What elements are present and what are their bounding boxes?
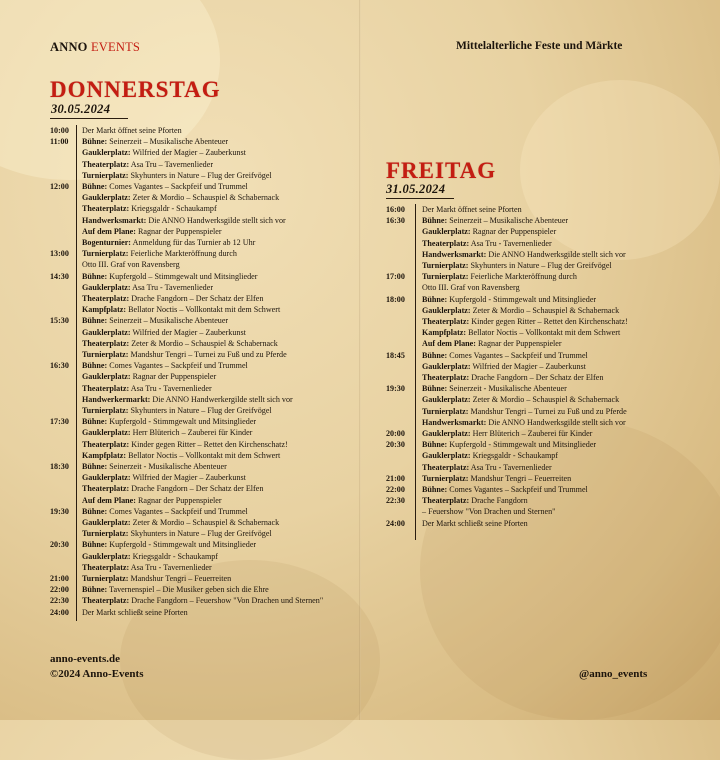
entry-line — [82, 573, 231, 584]
entry-line — [82, 159, 213, 170]
entry-description: Seinerzeit - Musikalische Abenteuer — [449, 384, 567, 394]
entry-venue: Handwerksmarkt: — [422, 249, 487, 259]
entry-description: Mandshur Tengri – Turnei zu Fuß und zu Pferde — [470, 406, 627, 416]
entry-time: 22:30 — [50, 596, 69, 606]
entry-line — [422, 350, 588, 361]
entry-line — [82, 248, 237, 259]
day-title-freitag: FREITAG — [386, 158, 497, 183]
entry-venue: Theaterplatz: — [82, 159, 130, 169]
entry-description: Zeter & Mordio – Schauspiel & Schabernack — [131, 338, 278, 348]
entry-venue: Bühne: — [82, 462, 108, 471]
entry-line — [422, 450, 558, 461]
entry-description: Tavernenspiel – Die Musiker geben sich die Ehre — [109, 585, 269, 595]
entry-line — [422, 294, 596, 305]
entry-venue: Auf dem Plane: — [82, 495, 136, 505]
entry-venue: Kampfplatz: — [82, 305, 127, 315]
entry-venue: Bogenturnier: — [82, 238, 132, 247]
entry-line — [422, 327, 620, 338]
entry-description: Anmeldung für das Turnier ab 12 Uhr — [132, 238, 256, 247]
entry-line — [82, 215, 286, 226]
entry-venue: Bühne: — [422, 350, 448, 360]
entry-line — [422, 226, 556, 237]
day-date-donnerstag: 30.05.2024 — [51, 102, 111, 116]
entry-description: Wilfried der Magier – Zauberkunst — [132, 148, 246, 158]
entry-description: Kupfergold - Stimmgewalt und Mitsinglieder — [449, 440, 597, 450]
entry-venue: Theaterplatz: — [82, 338, 130, 348]
entry-description: Ragnar der Puppenspieler — [137, 226, 222, 236]
entry-venue: Kampfplatz: — [82, 450, 127, 460]
entry-description: Kinder gegen Ritter – Rettet den Kirchenschatz! — [471, 317, 628, 326]
entry-line — [82, 528, 272, 539]
entry-time: 20:00 — [386, 429, 405, 438]
entry-time: 16:00 — [386, 205, 405, 214]
entry-description: Kriegsgaldr - Schaukampf — [132, 551, 219, 561]
entry-line — [422, 204, 522, 215]
entry-venue: Turnierplatz: — [82, 170, 129, 180]
entry-venue: Theaterplatz: — [82, 204, 130, 214]
entry-line — [82, 394, 293, 405]
entry-line — [422, 271, 577, 282]
entry-line — [82, 192, 279, 203]
entry-description: Zeter & Mordio – Schauspiel & Schabernack — [472, 395, 620, 405]
entry-description: Comes Vagantes – Sackpfeif und Trummel — [449, 350, 588, 360]
entry-line — [422, 439, 596, 450]
entry-venue: Turnierplatz: — [82, 249, 129, 259]
entry-description: Drache Fangdorn – Der Schatz der Elfen — [131, 294, 264, 303]
entry-line — [82, 461, 227, 472]
entry-description: Feierliche Markteröffnung durch — [470, 272, 577, 282]
entry-line — [82, 383, 212, 394]
entry-venue: Bühne: — [82, 540, 108, 550]
entry-venue: Bühne: — [422, 384, 448, 394]
time-column-divider — [76, 125, 77, 621]
time-column-divider — [415, 204, 416, 540]
entry-line — [82, 551, 218, 562]
entry-description: Comes Vagantes – Sackpfeif und Trummel — [449, 485, 588, 494]
entry-line — [82, 304, 280, 315]
entry-venue: Gauklerplatz: — [82, 193, 131, 203]
entry-description: Mandshur Tengri – Turnei zu Fuß und zu Pferde — [130, 350, 287, 359]
entry-venue: Turnierplatz: — [82, 574, 129, 583]
entry-time: 20:30 — [386, 440, 405, 450]
entry-line — [82, 439, 288, 450]
entry-line — [422, 282, 520, 293]
date-underline — [50, 118, 128, 119]
entry-line — [82, 360, 248, 371]
entry-time: 14:30 — [50, 271, 69, 281]
entry-venue: Theaterplatz: — [422, 373, 470, 382]
entry-description: Kinder gegen Ritter – Rettet den Kirchenschatz! — [131, 439, 288, 449]
entry-line — [422, 473, 571, 484]
entry-description: Der Markt schließt seine Pforten — [82, 607, 188, 617]
entry-line — [82, 495, 222, 506]
entry-venue: Bühne: — [82, 506, 108, 516]
entry-time: 16:30 — [386, 216, 405, 226]
entry-time: 22:30 — [386, 496, 405, 506]
entry-description: Kriegsgaldr - Schaukampf — [131, 204, 217, 214]
entry-line — [82, 203, 217, 214]
entry-description: Drache Fangdorn – Der Schatz der Elfen — [131, 484, 264, 494]
entry-line — [82, 517, 279, 528]
entry-time: 18:30 — [50, 462, 69, 471]
entry-line — [82, 416, 256, 427]
entry-description: Der Markt öffnet seine Pforten — [422, 205, 522, 214]
entry-line — [422, 518, 528, 529]
entry-line — [422, 417, 626, 428]
entry-venue: Theaterplatz: — [422, 496, 470, 506]
entry-time: 21:00 — [386, 473, 405, 483]
entry-description: Skyhunters in Nature – Flug der Greifvögel — [130, 406, 272, 415]
entry-venue: Gauklerplatz: — [82, 282, 131, 292]
entry-description: Comes Vagantes – Sackpfeif und Trummel — [109, 361, 248, 371]
entry-time: 10:00 — [50, 126, 69, 135]
entry-venue: Bühne: — [82, 137, 108, 147]
entry-time: 11:00 — [50, 137, 69, 147]
entry-description: Wilfried der Magier – Zauberkunst — [132, 473, 246, 483]
entry-description: Otto III. Graf von Ravensberg — [422, 283, 520, 293]
schedule-donnerstag — [50, 125, 360, 621]
entry-line — [82, 595, 323, 606]
entry-description: Ragnar der Puppenspieler — [477, 339, 562, 349]
entry-line — [422, 238, 552, 249]
entry-line — [82, 170, 272, 181]
entry-line — [422, 406, 627, 417]
entry-venue: Gauklerplatz: — [82, 428, 131, 438]
entry-venue: Gauklerplatz: — [422, 429, 471, 438]
entry-description: Asa Tru - Tavernenlieder — [470, 238, 552, 248]
entry-venue: Gauklerplatz: — [82, 327, 131, 337]
footer-website: anno-events.de — [50, 653, 120, 665]
entry-line — [422, 428, 592, 439]
page-subtitle: Mittelalterliche Feste und Märkte — [456, 40, 623, 52]
entry-line — [82, 427, 252, 438]
entry-time: 22:00 — [50, 585, 69, 595]
entry-venue: Gauklerplatz: — [82, 518, 131, 527]
entry-line — [82, 607, 188, 618]
entry-time: 13:00 — [50, 249, 69, 259]
entry-venue: Handwerkermarkt: — [82, 394, 151, 404]
entry-time: 15:30 — [50, 316, 69, 326]
entry-line — [422, 383, 567, 394]
entry-line — [422, 372, 603, 383]
entry-venue: Bühne: — [82, 182, 108, 191]
entry-venue: Theaterplatz: — [82, 484, 130, 494]
entry-description: Die ANNO Handwerkergilde stellt sich vor — [152, 394, 293, 404]
entry-description: Kupfergold - Stimmgewalt und Mitsinglieder — [109, 540, 257, 550]
entry-venue: Gauklerplatz: — [82, 551, 131, 561]
entry-venue: Gauklerplatz: — [422, 451, 471, 461]
entry-time: 19:30 — [50, 506, 69, 516]
entry-line — [82, 226, 222, 237]
footer-copyright: ©2024 Anno-Events — [50, 668, 144, 680]
entry-venue: Bühne: — [422, 440, 448, 450]
entry-venue: Turnierplatz: — [422, 473, 469, 483]
entry-description: Asa Tru – Tavernenlieder — [130, 159, 214, 169]
entry-description: Der Markt öffnet seine Pforten — [82, 126, 182, 135]
entry-description: Comes Vagantes – Sackpfeif und Trummel — [109, 506, 248, 516]
entry-description: Comes Vagantes – Sackpfeif und Trummel — [109, 182, 248, 191]
entry-line — [82, 472, 246, 483]
entry-time: 20:30 — [50, 540, 69, 550]
entry-description: Kupfergold - Stimmgewalt und Mitsinglieder — [109, 417, 257, 427]
entry-description: Zeter & Mordio – Schauspiel & Schabernack — [132, 193, 280, 203]
entry-line — [82, 483, 263, 494]
entry-line — [82, 405, 272, 416]
entry-description: Wilfried der Magier – Zauberkunst — [472, 361, 586, 371]
entry-description: Bellator Noctis – Vollkontakt mit dem Schwert — [128, 305, 281, 315]
entry-description: Skyhunters in Nature – Flug der Greifvögel — [130, 529, 272, 539]
entry-venue: Gauklerplatz: — [422, 227, 471, 237]
entry-line — [82, 562, 212, 573]
entry-line — [422, 484, 588, 495]
entry-description: Kupfergold - Stimmgewalt und Mitsinglieder — [449, 294, 597, 304]
entry-line — [82, 136, 228, 147]
entry-line — [82, 282, 213, 293]
entry-description: Mandshur Tengri – Feuerreiten — [130, 574, 232, 583]
schedule-freitag — [386, 204, 696, 540]
entry-venue: Turnierplatz: — [82, 529, 129, 539]
entry-line — [422, 338, 562, 349]
entry-description: Bellator Noctis – Vollkontakt mit dem Schwert — [468, 328, 621, 338]
entry-description: Otto III. Graf von Ravensberg — [82, 260, 180, 270]
entry-description: Seinerzeit – Musikalische Abenteuer — [109, 137, 229, 147]
entry-venue: Bühne: — [422, 294, 448, 304]
entry-description: – Feuershow "Von Drachen und Sternen" — [422, 507, 556, 517]
entry-description: Der Markt schließt seine Pforten — [422, 518, 528, 528]
entry-venue: Gauklerplatz: — [82, 372, 131, 382]
entry-venue: Theaterplatz: — [82, 294, 130, 303]
entry-venue: Gauklerplatz: — [422, 361, 471, 371]
entry-time: 24:00 — [50, 607, 69, 617]
entry-line — [422, 260, 612, 271]
entry-venue: Gauklerplatz: — [82, 473, 131, 483]
entry-description: Asa Tru - Tavernenlieder — [132, 282, 214, 292]
entry-venue: Gauklerplatz: — [422, 395, 471, 405]
footer-social: @anno_events — [579, 668, 648, 680]
entry-line — [422, 506, 555, 517]
entry-venue: Turnierplatz: — [82, 406, 129, 415]
entry-venue: Bühne: — [82, 271, 108, 281]
entry-description: Mandshur Tengri – Feuerreiten — [470, 473, 572, 483]
entry-description: Ragnar der Puppenspieler — [137, 495, 222, 505]
entry-line — [82, 271, 257, 282]
entry-line — [82, 371, 216, 382]
entry-line — [422, 462, 552, 473]
entry-venue: Turnierplatz: — [82, 350, 129, 359]
entry-venue: Theaterplatz: — [82, 562, 130, 572]
entry-description: Skyhunters in Nature – Flug der Greifvögel — [470, 261, 612, 270]
entry-venue: Bühne: — [422, 216, 448, 226]
entry-venue: Turnierplatz: — [422, 261, 469, 270]
entry-description: Zeter & Mordio – Schauspiel & Schabernack — [472, 305, 620, 315]
entry-time: 18:45 — [386, 350, 405, 360]
entry-venue: Theaterplatz: — [422, 238, 470, 248]
entry-description: Drache Fangdorn — [471, 496, 528, 506]
entry-description: Ragnar der Puppenspieler — [472, 227, 557, 237]
entry-venue: Gauklerplatz: — [82, 148, 131, 158]
entry-venue: Handwerksmarkt: — [82, 215, 147, 225]
entry-line — [82, 237, 255, 248]
entry-line — [82, 450, 280, 461]
entry-time: 19:30 — [386, 384, 405, 394]
entry-time: 16:30 — [50, 361, 69, 371]
day-title-donnerstag: DONNERSTAG — [50, 77, 221, 102]
entry-time: 21:00 — [50, 574, 69, 583]
entry-venue: Theaterplatz: — [422, 317, 470, 326]
entry-line — [82, 125, 182, 136]
entry-description: Herr Blüterich – Zauberei für Kinder — [132, 428, 253, 438]
entry-venue: Gauklerplatz: — [422, 305, 471, 315]
entry-line — [82, 327, 246, 338]
entry-venue: Turnierplatz: — [422, 406, 469, 416]
entry-description: Die ANNO Handwerksgilde stellt sich vor — [488, 417, 626, 427]
entry-description: Kupfergold – Stimmgewalt und Mitsinglieder — [109, 271, 258, 281]
entry-line — [82, 293, 263, 304]
entry-venue: Theaterplatz: — [422, 462, 470, 472]
entry-description: Seinerzeit – Musikalische Abenteuer — [449, 216, 569, 226]
brand-accent: EVENTS — [90, 40, 141, 54]
entry-line — [82, 506, 248, 517]
entry-line — [422, 495, 528, 506]
entry-venue: Bühne: — [82, 316, 108, 326]
entry-time: 18:00 — [386, 294, 405, 304]
entry-venue: Bühne: — [422, 485, 448, 494]
date-underline — [386, 198, 454, 199]
brand-primary: ANNO — [50, 40, 88, 54]
entry-description: Skyhunters in Nature – Flug der Greifvögel — [130, 170, 272, 180]
entry-line — [82, 584, 269, 595]
entry-description: Drache Fangdorn – Der Schatz der Elfen — [471, 373, 604, 382]
entry-line — [82, 539, 256, 550]
entry-line — [422, 361, 586, 372]
entry-time: 24:00 — [386, 518, 405, 528]
entry-venue: Handwerksmarkt: — [422, 417, 487, 427]
entry-venue: Bühne: — [82, 417, 108, 427]
entry-line — [422, 394, 619, 405]
entry-description: Drache Fangdorn – Feuershow "Von Drachen und Sternen" — [131, 596, 324, 606]
entry-venue: Turnierplatz: — [422, 272, 469, 282]
entry-venue: Kampfplatz: — [422, 328, 467, 338]
entry-line — [422, 215, 568, 226]
entry-description: Asa Tru - Tavernenlieder — [130, 383, 212, 393]
day-date-freitag: 31.05.2024 — [386, 182, 446, 196]
entry-description: Bellator Noctis – Vollkontakt mit dem Schwert — [128, 450, 281, 460]
entry-description: Die ANNO Handwerksgilde stellt sich vor — [148, 215, 286, 225]
brand-logo — [50, 40, 140, 55]
entry-time: 12:00 — [50, 182, 69, 191]
entry-description: Kriegsgaldr - Schaukampf — [472, 451, 559, 461]
entry-line — [82, 315, 228, 326]
entry-line — [422, 249, 626, 260]
entry-description: Seinerzeit – Musikalische Abenteuer — [109, 316, 229, 326]
entry-line — [82, 349, 287, 360]
entry-description: Asa Tru - Tavernenlieder — [130, 562, 212, 572]
entry-description: Ragnar der Puppenspieler — [132, 372, 217, 382]
entry-line — [82, 338, 278, 349]
entry-venue: Bühne: — [82, 585, 108, 595]
entry-venue: Theaterplatz: — [82, 383, 130, 393]
entry-description: Die ANNO Handwerksgilde stellt sich vor — [488, 249, 626, 259]
entry-description: Asa Tru - Tavernenlieder — [470, 462, 552, 472]
entry-venue: Auf dem Plane: — [422, 339, 476, 349]
entry-venue: Bühne: — [82, 361, 108, 371]
entry-description: Herr Blüterich – Zauberei für Kinder — [472, 429, 593, 438]
entry-line — [422, 316, 628, 327]
entry-description: Seinerzeit - Musikalische Abenteuer — [109, 462, 227, 471]
entry-description: Feierliche Markteröffnung durch — [130, 249, 237, 259]
entry-time: 22:00 — [386, 485, 405, 494]
entry-venue: Theaterplatz: — [82, 439, 130, 449]
entry-venue: Auf dem Plane: — [82, 226, 136, 236]
entry-time: 17:30 — [50, 417, 69, 427]
entry-line — [82, 259, 180, 270]
entry-line — [422, 305, 619, 316]
entry-line — [82, 147, 246, 158]
entry-description: Zeter & Mordio – Schauspiel & Schabernack — [132, 518, 280, 527]
entry-time: 17:00 — [386, 272, 405, 282]
entry-line — [82, 181, 248, 192]
entry-venue: Theaterplatz: — [82, 596, 130, 606]
entry-description: Wilfried der Magier – Zauberkunst — [132, 327, 246, 337]
